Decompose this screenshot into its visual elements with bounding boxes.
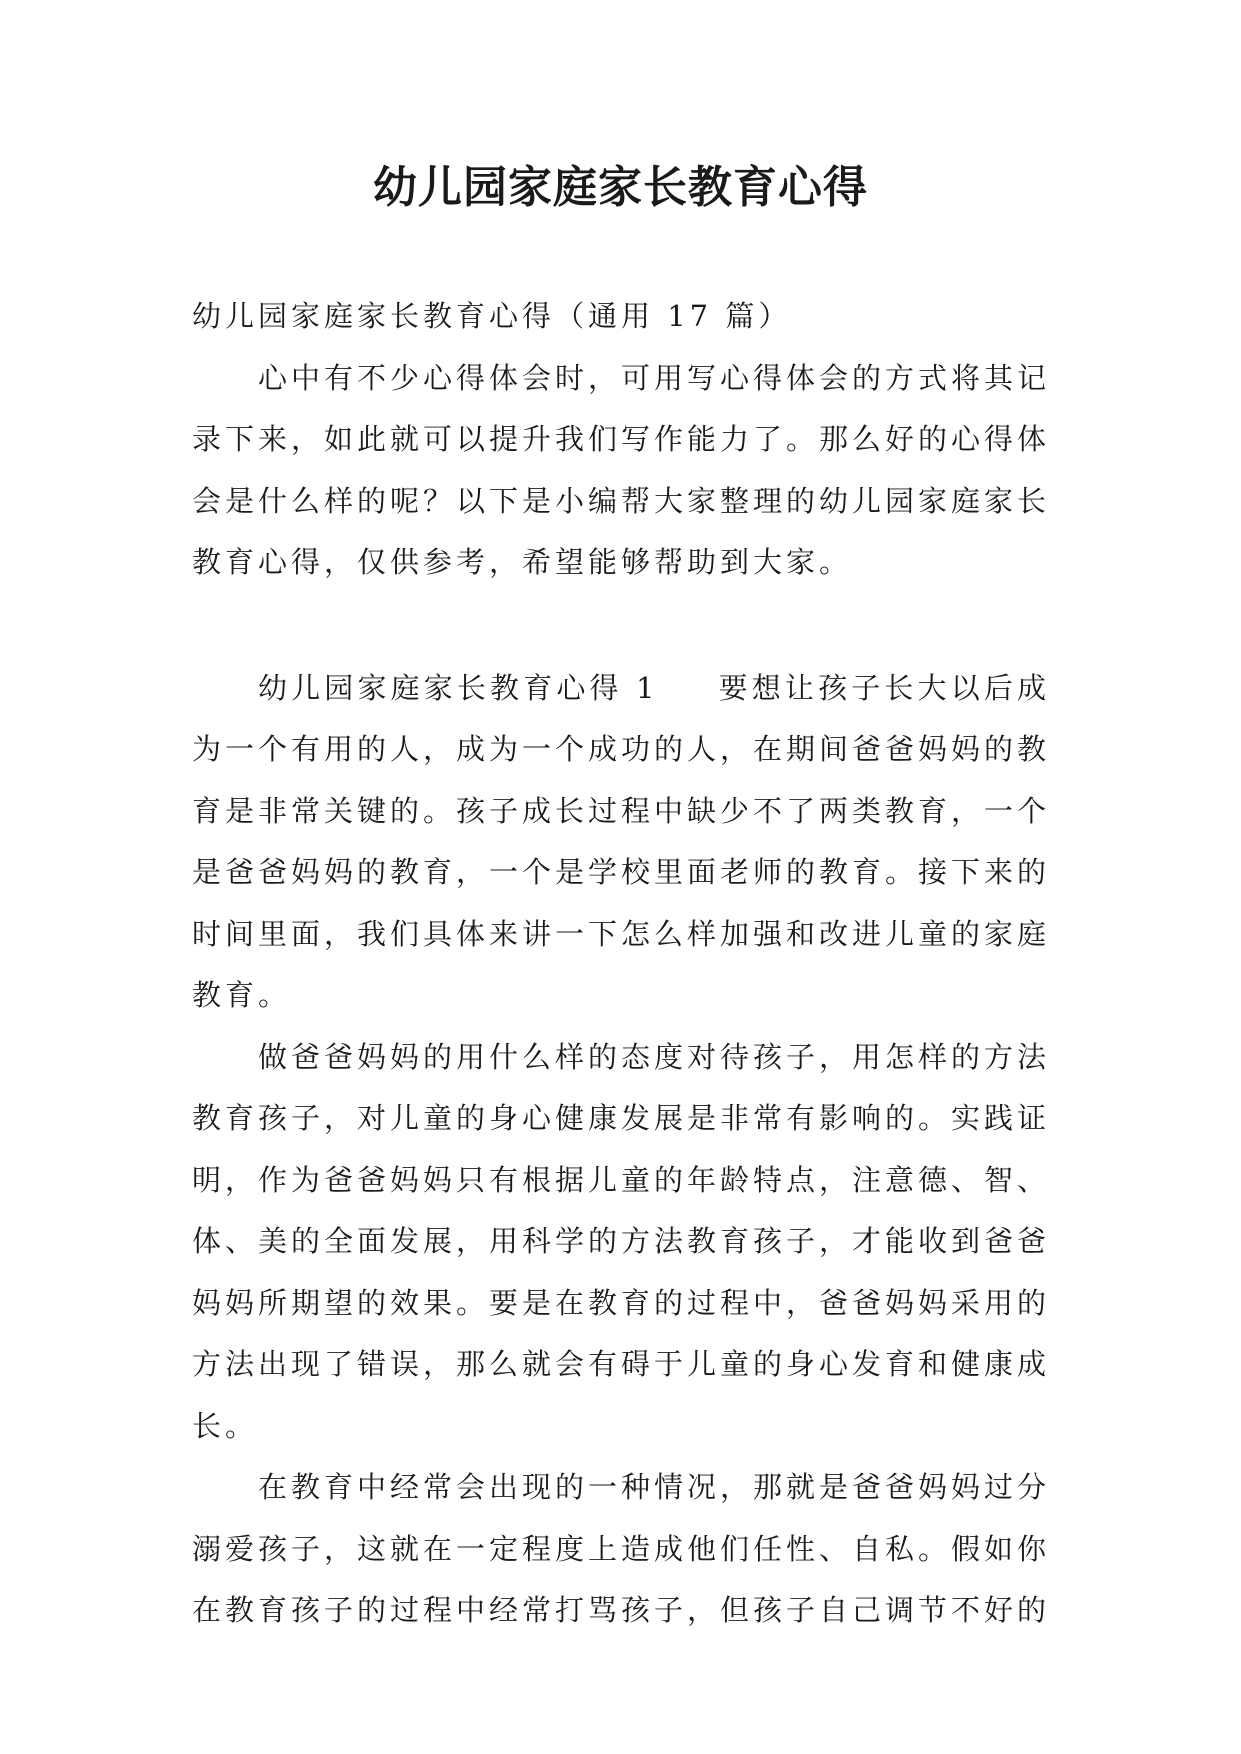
section-1-paragraph-2: 做爸爸妈妈的用什么样的态度对待孩子，用怎样的方法教育孩子，对儿童的身心健康发展是非常有影响的。实践证明，作为爸爸妈妈只有根据儿童的年龄特点，注意德、智、体、美的全面发展，用科学的方法教育孩子，才能收到爸爸妈妈所期望的效果。要是在教育的过程中，爸爸妈妈采用的方法出现了错误，那么就会有碍于儿童的身心发育和健康成长。 bbox=[192, 1039, 1051, 1443]
section-1-first-paragraph bbox=[192, 658, 1050, 1027]
section-1-heading: 幼儿园家庭家长教育心得 1 bbox=[258, 670, 659, 705]
section-1-paragraph-1: 要想让孩子长大以后成为一个有用的人，成为一个成功的人，在期间爸爸妈妈的教育是非常关键的。孩子成长过程中缺少不了两类教育，一个是爸爸妈妈的教育，一个是学校里面老师的教育。接下来的时间里面，我们具体来讲一下怎么样加强和改进儿童的家庭教育。 bbox=[192, 670, 1051, 1012]
document-subtitle: 幼儿园家庭家长教育心得（通用 17 篇） bbox=[192, 299, 792, 333]
document-body bbox=[192, 286, 1050, 1642]
intro-paragraph: 心中有不少心得体会时，可用写心得体会的方式将其记录下来，如此就可以提升我们写作能力了。那么好的心得体会是什么样的呢？以下是小编帮大家整理的幼儿园家庭家长教育心得，仅供参考，希望能够帮助到大家。 bbox=[192, 360, 1051, 579]
document-title: 幼儿园家庭家长教育心得 bbox=[373, 162, 868, 213]
section-1-paragraph-3: 在教育中经常会出现的一种情况，那就是爸爸妈妈过分溺爱孩子，这就在一定程度上造成他们任性、自私。假如你在教育孩子的过程中经常打骂孩子，但孩子自己调节不好的 bbox=[192, 1470, 1051, 1627]
